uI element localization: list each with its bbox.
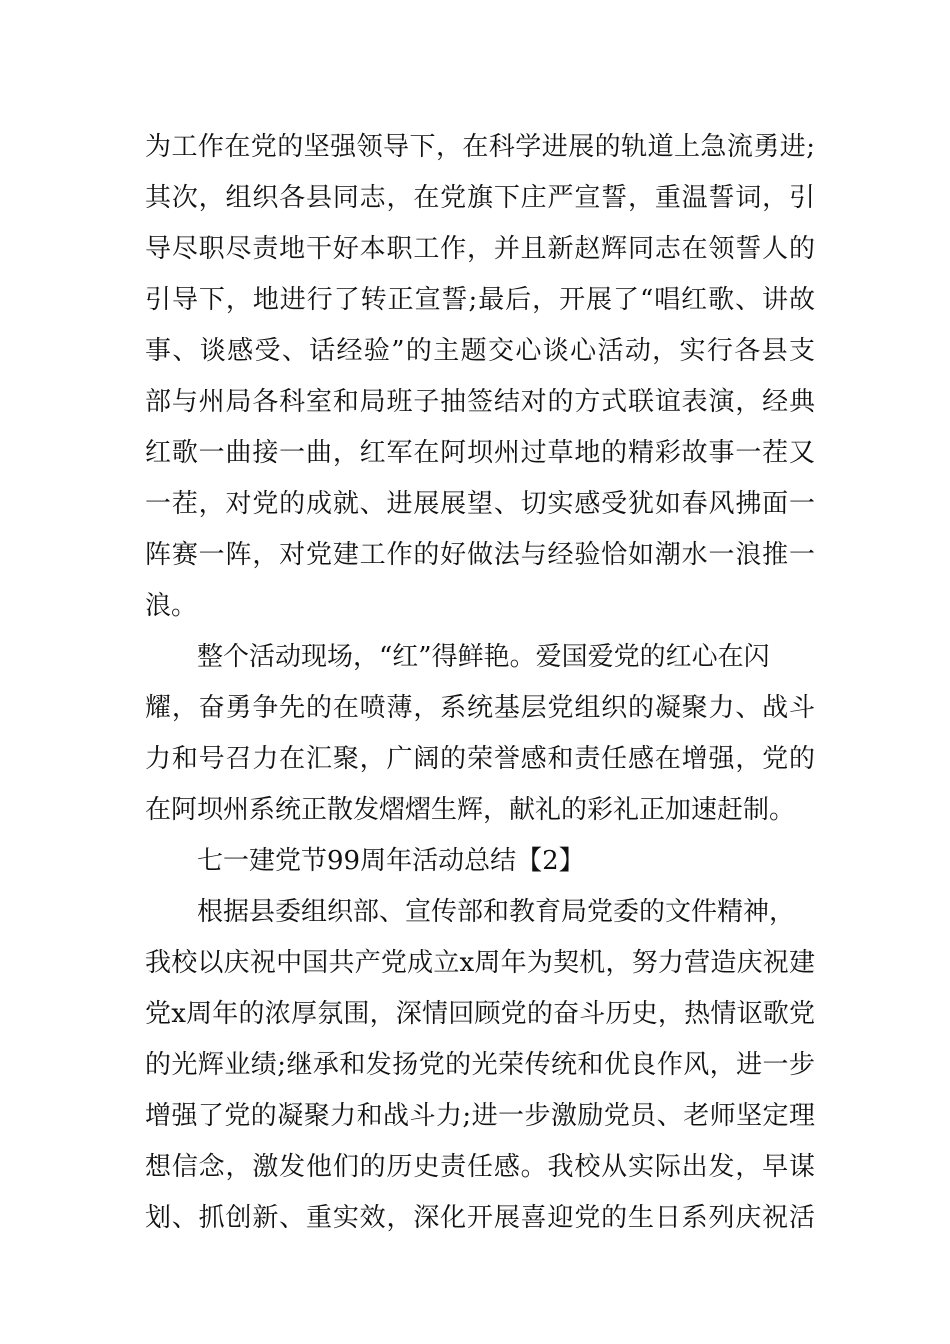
body-text-line: 在阿坝州系统正散发熠熠生辉，献礼的彩礼正加速赶制。 — [145, 795, 796, 825]
body-text-line: 引导下，地进行了转正宣誓;最后，开展了“唱红歌、讲故 — [145, 285, 815, 315]
body-text-line: 导尽职尽责地干好本职工作，并且新赵辉同志在领誓人的 — [145, 234, 815, 264]
body-text-line: 力和号召力在汇聚，广阔的荣誉感和责任感在增强，党的 — [145, 744, 815, 774]
body-text-line: 耀，奋勇争先的在喷薄，系统基层党组织的凝聚力、战斗 — [145, 693, 815, 723]
body-text-line: 红歌一曲接一曲，红军在阿坝州过草地的精彩故事一茬又 — [145, 438, 815, 468]
body-text-line: 我校以庆祝中国共产党成立x周年为契机，努力营造庆祝建 — [145, 948, 815, 978]
body-text-line: 党x周年的浓厚氛围，深情回顾党的奋斗历史，热情讴歌党 — [145, 999, 815, 1029]
paragraph-first-line: 整个活动现场，“红”得鲜艳。爱国爱党的红心在闪 — [197, 642, 770, 672]
section-heading: 七一建党节99周年活动总结【2】 — [197, 846, 585, 876]
body-text-line: 阵赛一阵，对党建工作的好做法与经验恰如潮水一浪推一 — [145, 540, 815, 570]
body-text-line: 一茬，对党的成就、进展展望、切实感受犹如春风拂面一 — [145, 489, 815, 519]
body-text-line: 事、谈感受、话经验”的主题交心谈心活动，实行各县支 — [145, 336, 815, 366]
body-text-line: 为工作在党的坚强领导下，在科学进展的轨道上急流勇进; — [145, 132, 815, 162]
body-text-line: 想信念，激发他们的历史责任感。我校从实际出发，早谋 — [145, 1152, 815, 1182]
body-text-line: 的光辉业绩;继承和发扬党的光荣传统和优良作风，进一步 — [145, 1050, 815, 1080]
body-text-line: 划、抓创新、重实效，深化开展喜迎党的生日系列庆祝活 — [145, 1203, 815, 1233]
paragraph-first-line: 根据县委组织部、宣传部和教育局党委的文件精神， — [197, 897, 796, 927]
body-text-line: 其次，组织各县同志，在党旗下庄严宣誓，重温誓词，引 — [145, 183, 815, 213]
body-text-line: 浪。 — [145, 591, 198, 621]
body-text-line: 增强了党的凝聚力和战斗力;进一步激励党员、老师坚定理 — [145, 1101, 815, 1131]
body-text-line: 部与州局各科室和局班子抽签结对的方式联谊表演，经典 — [145, 387, 815, 417]
